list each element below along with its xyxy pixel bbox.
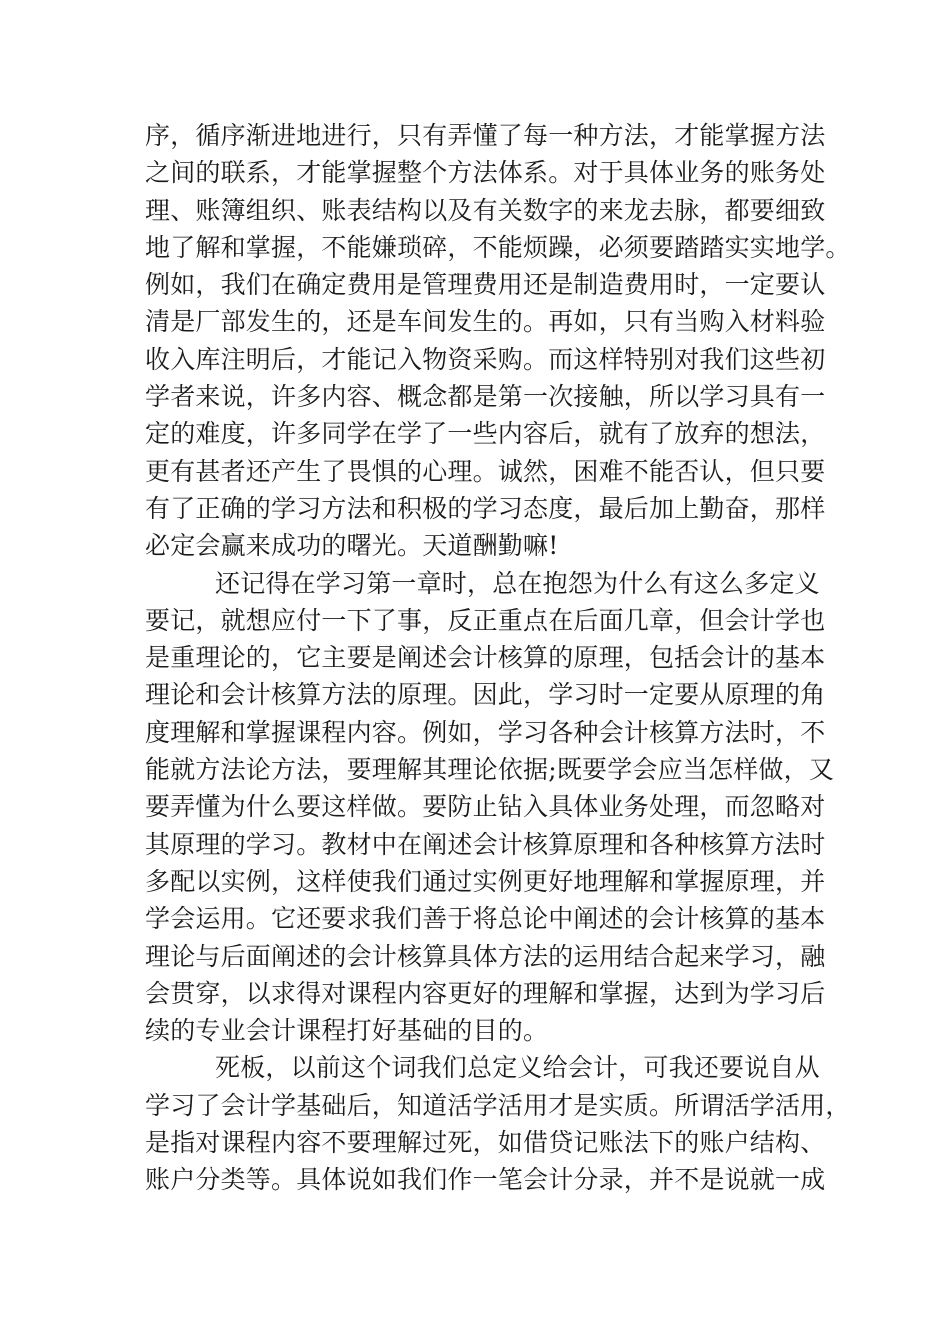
text-line: 更有甚者还产生了畏惧的心理。诚然，困难不能否认，但只要 — [145, 456, 826, 486]
text-line: 理论和会计核算方法的原理。因此，学习时一定要从原理的角 — [145, 680, 826, 710]
text-line: 要弄懂为什么要这样做。要防止钻入具体业务处理，而忽略对 — [145, 792, 826, 822]
text-line: 能就方法论方法，要理解其理论依据;既要学会应当怎样做，又 — [145, 755, 835, 785]
text-line: 续的专业会计课程打好基础的目的。 — [145, 1016, 549, 1046]
text-line: 地了解和掌握，不能嫌琐碎，不能烦躁，必须要踏踏实实地学。 — [145, 232, 851, 262]
text-line: 学者来说，许多内容、概念都是第一次接触，所以学习具有一 — [145, 382, 826, 412]
document-body — [145, 117, 851, 1199]
text-line: 有了正确的学习方法和积极的学习态度，最后加上勤奋，那样 — [145, 493, 826, 523]
text-line: 要记，就想应付一下了事，反正重点在后面几章，但会计学也 — [145, 605, 826, 635]
text-line: 序，循序渐进地进行，只有弄懂了每一种方法，才能掌握方法 — [145, 121, 826, 150]
text-line: 定的难度，许多同学在学了一些内容后，就有了放弃的想法， — [145, 419, 826, 449]
text-line: 多配以实例，这样使我们通过实例更好地理解和掌握原理，并 — [145, 866, 826, 896]
text-line: 会贯穿，以求得对课程内容更好的理解和掌握，达到为学习后 — [145, 978, 826, 1008]
paragraph-first-line: 还记得在学习第一章时，总在抱怨为什么有这么多定义 — [215, 568, 820, 598]
text-line: 收入库注明后，才能记入物资采购。而这样特别对我们这些初 — [145, 344, 826, 374]
text-line: 例如，我们在确定费用是管理费用还是制造费用时，一定要认 — [145, 270, 826, 300]
text-line: 清是厂部发生的，还是车间发生的。再如，只有当购入材料验 — [145, 307, 826, 337]
text-line: 学会运用。它还要求我们善于将总论中阐述的会计核算的基本 — [145, 904, 826, 934]
text-line: 学习了会计学基础后，知道活学活用才是实质。所谓活学活用， — [145, 1090, 851, 1120]
text-line: 其原理的学习。教材中在阐述会计核算原理和各种核算方法时 — [145, 829, 826, 859]
text-line: 账户分类等。具体说如我们作一笔会计分录，并不是说就一成 — [145, 1165, 826, 1195]
text-line: 是指对课程内容不要理解过死，如借贷记账法下的账户结构、 — [145, 1128, 826, 1158]
text-line: 理、账簿组织、账表结构以及有关数字的来龙去脉，都要细致 — [145, 195, 826, 225]
text-line: 是重理论的，它主要是阐述会计核算的原理，包括会计的基本 — [145, 643, 826, 673]
paragraph-first-line: 死板，以前这个词我们总定义给会计，可我还要说自从 — [215, 1053, 820, 1083]
text-line: 之间的联系，才能掌握整个方法体系。对于具体业务的账务处 — [145, 158, 826, 188]
text-line: 度理解和掌握课程内容。例如，学习各种会计核算方法时，不 — [145, 717, 826, 747]
text-line: 理论与后面阐述的会计核算具体方法的运用结合起来学习，融 — [145, 941, 826, 971]
text-line: 必定会赢来成功的曙光。天道酬勤嘛! — [145, 531, 559, 561]
